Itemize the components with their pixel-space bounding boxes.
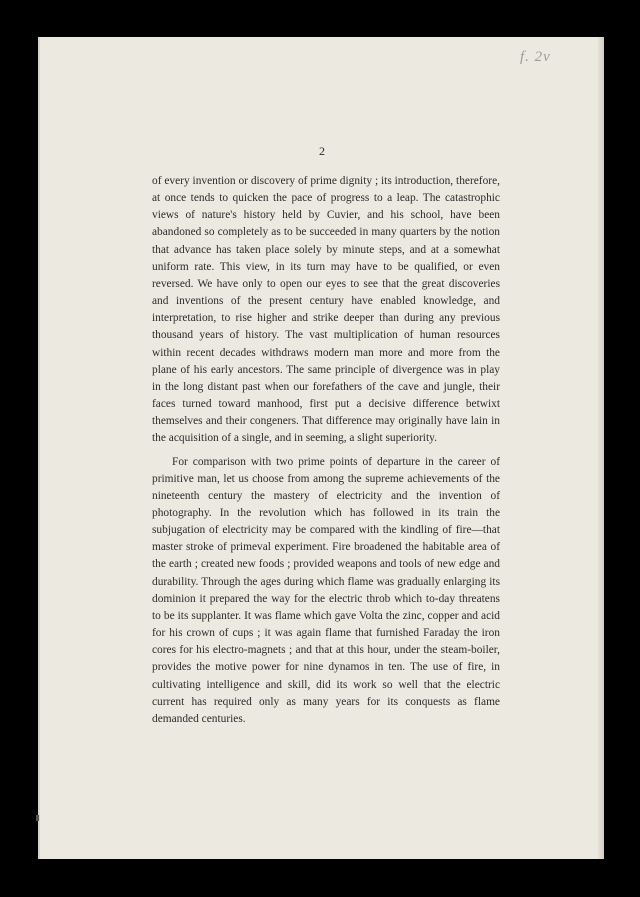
body-text (152, 173, 500, 728)
folio-annotation: f. 2v (520, 49, 551, 65)
document-page (38, 37, 604, 859)
paragraph-1: of every invention or discovery of prime dignity ; its introduction, therefore, at once tends to quicken the pace of progress to a leap. The catastrophic views of nature's history held by Cuvier, and his school, have been abandoned so completely as to be succeeded in many quarters by the notion that advance has taken place solely by minute steps, and at a somewhat uniform rate. This view, in its turn may have to be qualified, or even reversed. We have only to open our eyes to see that the great discoveries and inventions of the present century have enabled knowledge, and interpretation, to rise higher and strike deeper than during any previous thousand years of history. The vast multiplication of human resources within recent decades withdraws modern man more and more from the plane of his early ancestors. The same principle of divergence was in play in the long distant past when our forefathers of the cave and jungle, their faces turned toward manhood, first put a decisive difference betwixt themselves and their congeners. That difference may originally have lain in the acquisition of a single, and in seeming, a slight superiority. (152, 175, 500, 445)
page-number: 2 (319, 144, 325, 158)
scan-mark (36, 815, 39, 821)
page-edge (598, 37, 604, 859)
paragraph-2: For comparison with two prime points of departure in the career of primitive man, let us choose from among the supreme achievements of the nineteenth century the mastery of electricity and the invention of photography. In the revolution which has followed in its train the subjugation of electricity may be compared with the kindling of fire—that master stroke of primeval experiment. Fire broadened the habitable area of the earth ; created new foods ; provided weapons and tools of new edge and durability. Through the ages during which flame was gradually enlarging its dominion it prepared the way for the electric throb which to-day threatens to be its supplanter. It was flame which gave Volta the zinc, copper and acid for his crown of cups ; it was again flame that furnished Faraday the iron cores for his electro-magnets ; and that at this hour, under the steam-boiler, provides the motive power for nine dynamos in ten. The use of fire, in cultivating intelligence and skill, did its work so well that the electric current has required only as many years for its conquests as flame demanded centuries. (152, 455, 500, 725)
